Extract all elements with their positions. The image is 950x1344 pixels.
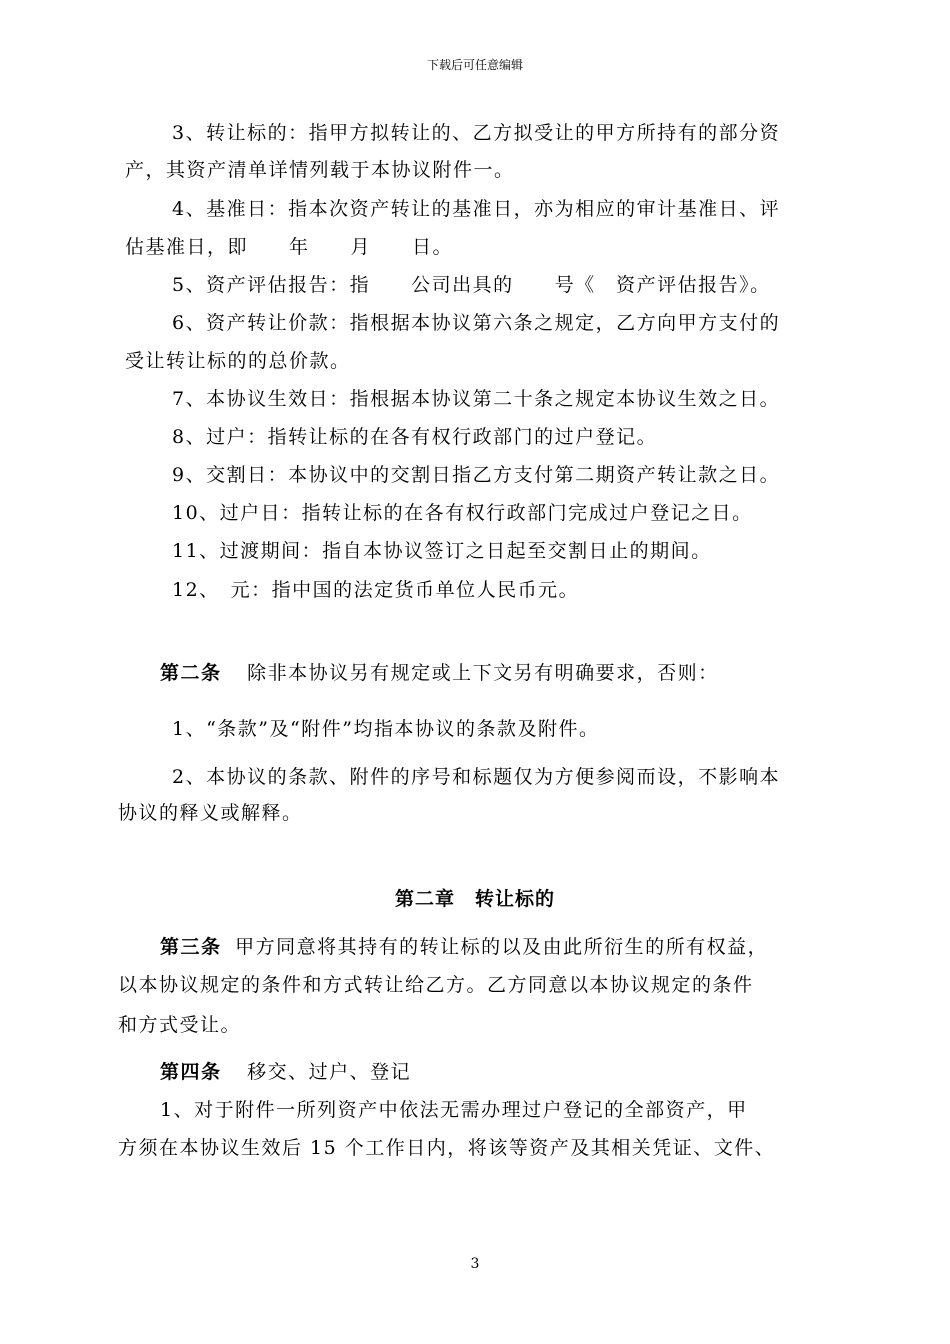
item-9: 9、交割日：本协议中的交割日指乙方支付第二期资产转让款之日。 <box>172 464 781 486</box>
chapter-2-title: 第二章 转让标的 <box>394 888 555 910</box>
article-3-title: 第三条 <box>160 936 222 958</box>
item-6-line2: 受让转让标的的总价款。 <box>125 350 351 372</box>
article-3-line1: 甲方同意将其持有的转让标的以及由此所衍生的所有权益， <box>235 936 769 958</box>
item-6-line1: 6、资产转让价款：指根据本协议第六条之规定，乙方向甲方支付的 <box>172 312 781 334</box>
article-3-line3: 和方式受让。 <box>118 1014 242 1036</box>
page-header: 下载后可任意编辑 <box>426 58 523 72</box>
item-3-line1: 3、转让标的：指甲方拟转让的、乙方拟受让的甲方所持有的部分资 <box>172 122 781 144</box>
item-7: 7、本协议生效日：指根据本协议第二十条之规定本协议生效之日。 <box>172 388 781 410</box>
article-2-title: 第二条 <box>160 662 222 684</box>
item-8: 8、过户：指转让标的在各有权行政部门的过户登记。 <box>172 426 658 448</box>
item-11: 11、过渡期间：指自本协议签订之日起至交割日止的期间。 <box>172 540 712 562</box>
article-4-heading <box>160 1057 411 1084</box>
item-5: 5、资产评估报告：指 公司出具的 号《 资产评估报告》。 <box>172 274 771 296</box>
article-2-heading <box>160 658 719 685</box>
item-4-line2: 估基准日，即 年 月 日。 <box>125 236 454 258</box>
article-2-text: 除非本协议另有规定或上下文另有明确要求，否则： <box>247 662 719 684</box>
article-3-line2: 以本协议规定的条件和方式转让给乙方。乙方同意以本协议规定的条件 <box>118 974 754 996</box>
item-12: 12、 元：指中国的法定货币单位人民币元。 <box>172 579 580 601</box>
item-3-line2: 产，其资产清单详情列载于本协议附件一。 <box>125 159 515 181</box>
article-2-item-2-line1: 2、本协议的条款、附件的序号和标题仅为方便参阅而设，不影响本 <box>172 766 781 788</box>
item-10: 10、过户日：指转让标的在各有权行政部门完成过户登记之日。 <box>172 502 753 524</box>
page-number: 3 <box>470 1256 480 1272</box>
article-3-line1-wrap <box>160 932 768 959</box>
article-4-text: 移交、过户、登记 <box>247 1061 412 1083</box>
article-4-title: 第四条 <box>160 1061 222 1083</box>
article-4-line2: 方须在本协议生效后 15 个工作日内，将该等资产及其相关凭证、文件、 <box>118 1137 776 1159</box>
article-2-item-1: 1、“条款”及“附件”均指本协议的条款及附件。 <box>172 718 600 740</box>
article-2-item-2-line2: 协议的释义或解释。 <box>118 802 303 824</box>
article-4-line1: 1、对于附件一所列资产中依法无需办理过户登记的全部资产，甲 <box>160 1099 748 1121</box>
item-4-line1: 4、基准日：指本次资产转让的基准日，亦为相应的审计基准日、评 <box>172 198 781 220</box>
